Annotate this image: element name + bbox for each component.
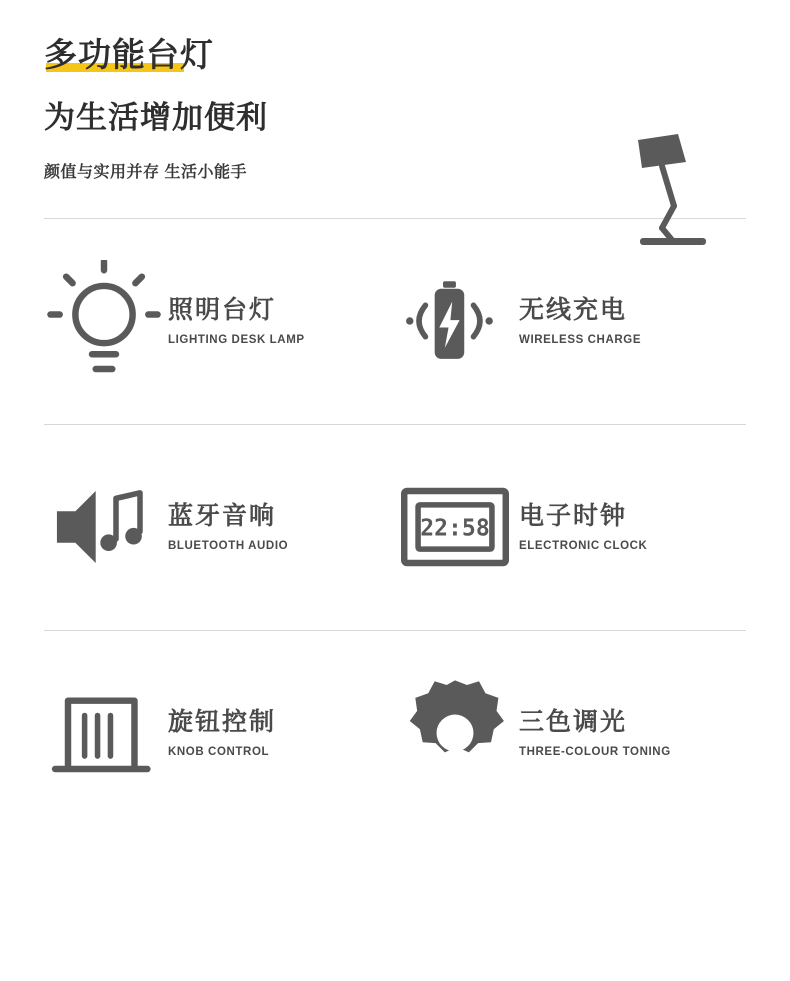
feature-name-cn: 旋钮控制 <box>168 708 277 737</box>
feature-item-lighting <box>44 260 395 382</box>
feature-name-cn: 三色调光 <box>519 708 628 737</box>
page-subtitle: 为生活增加便利 <box>44 99 268 135</box>
feature-name-en: LIGHTING DESK LAMP <box>168 333 305 346</box>
feature-text <box>519 297 641 346</box>
gear-icon <box>395 672 515 794</box>
page-title-wrap <box>44 36 214 74</box>
feature-name-cn: 无线充电 <box>519 296 628 325</box>
feature-name-en: WIRELESS CHARGE <box>519 333 642 346</box>
feature-text <box>519 709 671 758</box>
feature-name-cn: 照明台灯 <box>168 296 277 325</box>
speaker-music-note-icon <box>44 466 164 588</box>
feature-name-en: BLUETOOTH AUDIO <box>168 539 289 552</box>
feature-text <box>168 709 276 758</box>
feature-name-cn: 电子时钟 <box>519 502 628 531</box>
wireless-charging-battery-icon <box>395 260 515 382</box>
digital-clock-icon <box>395 466 515 588</box>
feature-item-three-colour-toning <box>395 672 746 794</box>
feature-item-wireless-charge <box>395 260 746 382</box>
feature-name-en: KNOB CONTROL <box>168 745 270 758</box>
feature-text <box>519 503 647 552</box>
feature-row <box>44 425 746 630</box>
lightbulb-icon <box>44 260 164 382</box>
feature-text <box>168 297 305 346</box>
feature-text <box>168 503 288 552</box>
page-header <box>44 0 746 182</box>
feature-item-bluetooth-audio <box>44 466 395 588</box>
feature-name-en: ELECTRONIC CLOCK <box>519 539 648 552</box>
feature-list <box>44 219 746 836</box>
feature-name-en: THREE-COLOUR TONING <box>519 745 671 758</box>
feature-item-knob-control <box>44 672 395 794</box>
feature-name-cn: 蓝牙音响 <box>168 502 277 531</box>
knob-slider-icon <box>44 672 164 794</box>
clock-display-value: 22:58 <box>420 515 490 542</box>
page-tagline: 颜值与实用并存 生活小能手 <box>44 163 247 181</box>
feature-row <box>44 631 746 836</box>
desk-lamp-icon <box>616 132 726 252</box>
feature-item-electronic-clock <box>395 466 746 588</box>
page-title: 多功能台灯 <box>44 36 214 73</box>
